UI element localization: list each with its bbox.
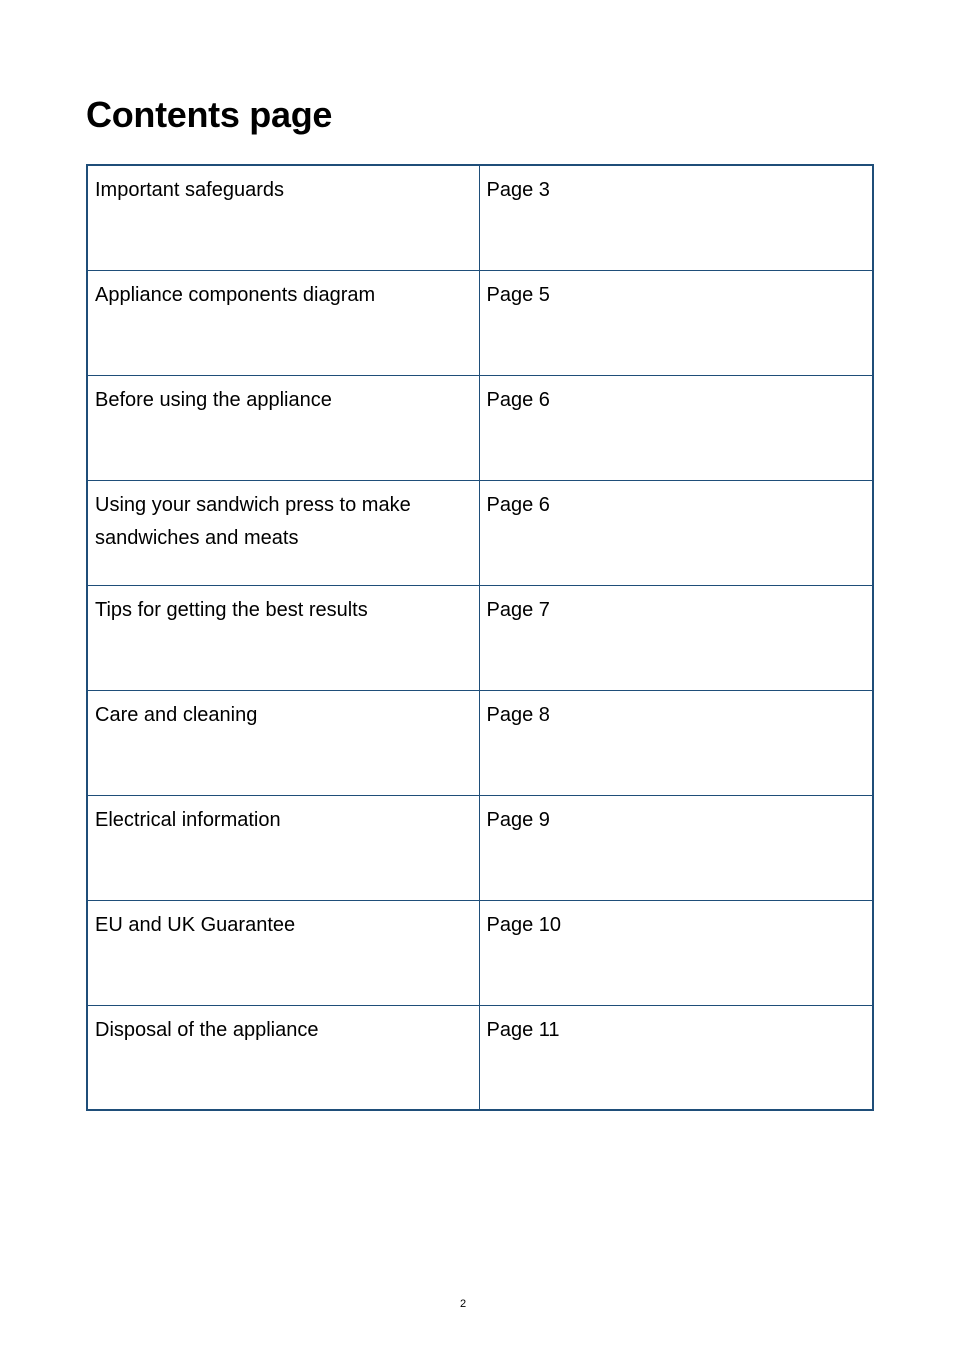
section-page: Page 5 (479, 270, 873, 375)
table-row (87, 375, 873, 480)
table-row (87, 900, 873, 1005)
section-title: Care and cleaning (87, 690, 479, 795)
section-title: Important safeguards (87, 165, 479, 270)
section-page: Page 11 (479, 1005, 873, 1110)
page-title: Contents page (86, 94, 333, 135)
section-page: Page 3 (479, 165, 873, 270)
section-title: Tips for getting the best results (87, 585, 479, 690)
contents-table (86, 164, 874, 1111)
table-row (87, 480, 873, 585)
table-row (87, 795, 873, 900)
table-row (87, 270, 873, 375)
table-row (87, 1005, 873, 1110)
section-page: Page 6 (479, 480, 873, 585)
page-number: 2 (459, 1298, 467, 1310)
table-row (87, 585, 873, 690)
section-title: Disposal of the appliance (87, 1005, 479, 1110)
section-title: Using your sandwich press to make sandwiches and meats (87, 480, 479, 585)
section-title: Before using the appliance (87, 375, 479, 480)
section-page: Page 8 (479, 690, 873, 795)
section-page: Page 10 (479, 900, 873, 1005)
section-page: Page 6 (479, 375, 873, 480)
section-title: Appliance components diagram (87, 270, 479, 375)
section-page: Page 7 (479, 585, 873, 690)
section-page: Page 9 (479, 795, 873, 900)
section-title: EU and UK Guarantee (87, 900, 479, 1005)
table-row (87, 690, 873, 795)
section-title: Electrical information (87, 795, 479, 900)
table-row (87, 165, 873, 270)
